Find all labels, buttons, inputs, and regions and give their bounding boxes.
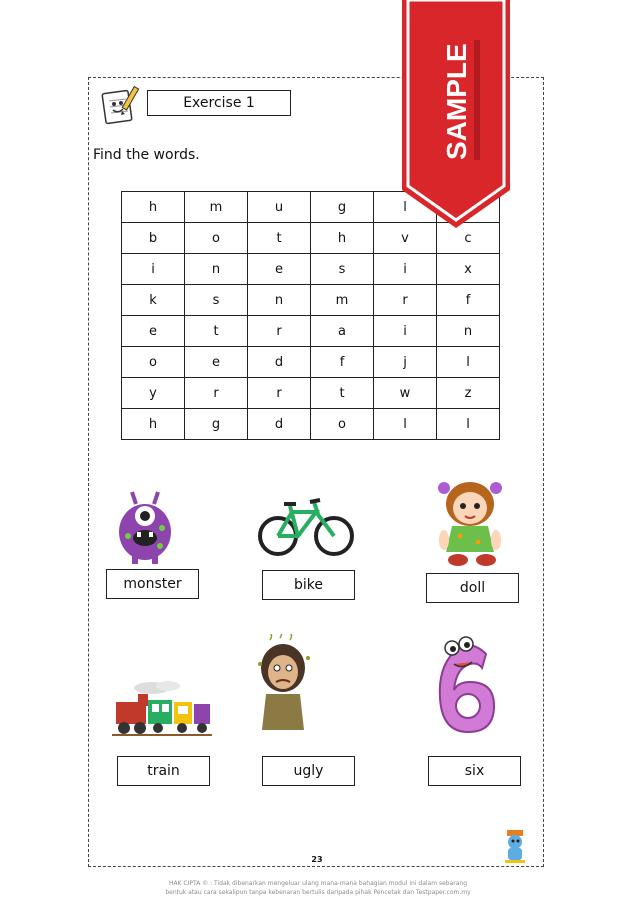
grid-cell: x — [437, 254, 500, 285]
grid-cell: r — [374, 285, 437, 316]
word-box-train: train — [117, 756, 210, 786]
grid-row — [122, 378, 500, 409]
footer-line-2: bentuk atau cara sekalipun tanpa kebenaran bertulis daripada pihak Pencetak dan Testpaper.com.my — [165, 889, 471, 896]
grid-cell: b — [122, 223, 185, 254]
page-number: 23 — [311, 855, 323, 864]
copyright-footer — [140, 879, 496, 897]
grid-cell: o — [122, 347, 185, 378]
grid-cell: a — [311, 316, 374, 347]
grid-row — [122, 254, 500, 285]
grid-cell: l — [437, 409, 500, 440]
grid-cell: e — [122, 316, 185, 347]
grid-cell: j — [374, 347, 437, 378]
sample-ribbon — [402, 0, 510, 228]
monster-image — [110, 488, 180, 564]
grid-cell: o — [185, 223, 248, 254]
grid-cell: m — [185, 192, 248, 223]
grid-cell: r — [185, 378, 248, 409]
grid-cell: g — [311, 192, 374, 223]
footer-line-1: HAK CIPTA © : Tidak dibenarkan mengeluar ulang mana-mana bahagian modul ini dalam sebarang — [168, 880, 468, 887]
grid-cell: r — [248, 316, 311, 347]
grid-cell: i — [122, 254, 185, 285]
word-box-doll: doll — [426, 573, 519, 603]
word-box-ugly: ugly — [262, 756, 355, 786]
grid-cell: r — [248, 378, 311, 409]
grid-cell: w — [374, 378, 437, 409]
grid-cell: d — [248, 347, 311, 378]
grid-cell: y — [122, 378, 185, 409]
grid-cell: e — [248, 254, 311, 285]
grid-row — [122, 409, 500, 440]
grid-row — [122, 316, 500, 347]
grid-cell: e — [185, 347, 248, 378]
grid-cell: t — [311, 378, 374, 409]
mascot-icon — [502, 828, 528, 864]
grid-cell: k — [122, 285, 185, 316]
grid-cell: f — [311, 347, 374, 378]
grid-row — [122, 347, 500, 378]
word-box-six: six — [428, 756, 521, 786]
instruction-text: Find the words. — [93, 147, 200, 163]
bike-image — [256, 494, 356, 558]
ribbon-label: SAMPLE — [441, 43, 472, 160]
grid-cell: h — [122, 192, 185, 223]
grid-cell: i — [374, 254, 437, 285]
word-box-monster: monster — [106, 569, 199, 599]
word-search-grid — [121, 191, 500, 440]
ugly-person-image — [250, 634, 316, 734]
ribbon-url-strip — [474, 40, 480, 160]
grid-cell: l — [437, 347, 500, 378]
grid-cell: l — [374, 192, 437, 223]
train-image — [112, 680, 212, 738]
grid-cell: h — [311, 223, 374, 254]
grid-cell: n — [437, 316, 500, 347]
exercise-title: Exercise 1 — [147, 90, 291, 116]
word-box-bike: bike — [262, 570, 355, 600]
grid-cell: m — [311, 285, 374, 316]
grid-cell: h — [122, 409, 185, 440]
notepad-pencil-icon — [100, 84, 142, 126]
grid-cell: i — [374, 316, 437, 347]
grid-row — [122, 285, 500, 316]
grid-cell: n — [248, 285, 311, 316]
number-six-image — [430, 634, 502, 738]
grid-cell: n — [185, 254, 248, 285]
grid-cell: z — [437, 378, 500, 409]
grid-cell: g — [185, 409, 248, 440]
grid-cell: c — [437, 223, 500, 254]
grid-cell: t — [248, 223, 311, 254]
grid-cell: l — [374, 409, 437, 440]
grid-cell: s — [185, 285, 248, 316]
grid-cell: d — [248, 409, 311, 440]
grid-cell: u — [248, 192, 311, 223]
grid-cell: v — [374, 223, 437, 254]
grid-cell: t — [185, 316, 248, 347]
grid-cell: o — [311, 409, 374, 440]
doll-image — [430, 478, 510, 566]
grid-cell: f — [437, 285, 500, 316]
grid-cell: s — [311, 254, 374, 285]
